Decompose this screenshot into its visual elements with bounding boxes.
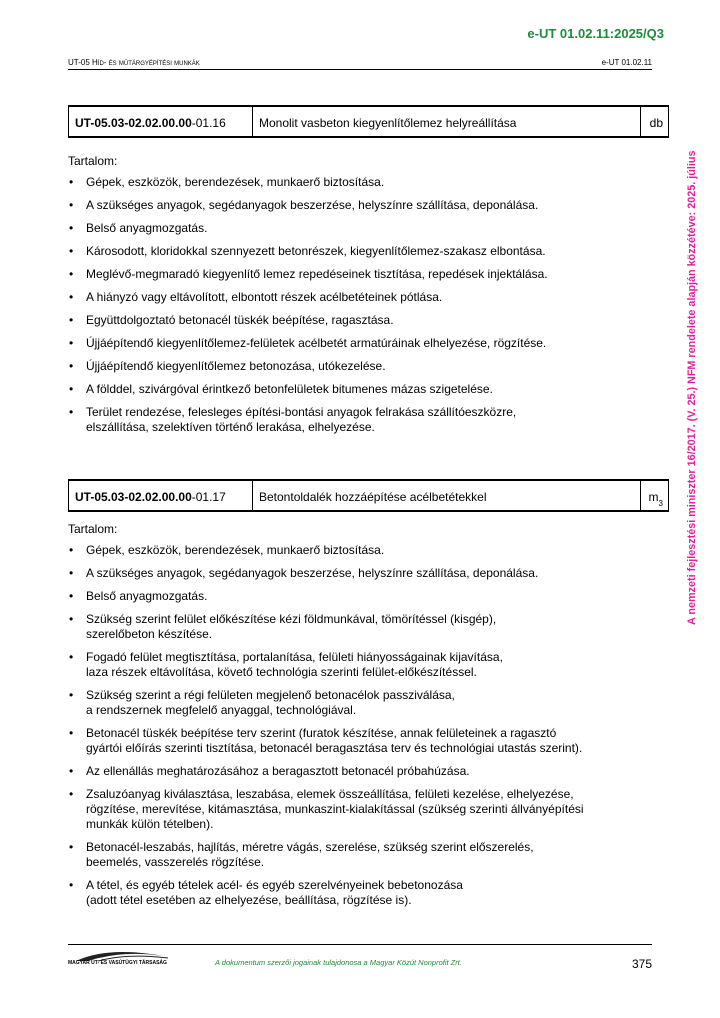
list-item: • Fogadó felület megtisztítása, portalanítása, felületi hiányosságainak kijavítása, laza részek eltávolítása, követő technológia szerinti felület-előkészítéssel. (68, 650, 648, 680)
header-doc-ref: e-UT 01.02.11 (601, 58, 652, 67)
list-item: • Zsaluzóanyag kiválasztása, leszabása, elemek összeállítása, felületi kezelése, elhelyezése, rögzítése, merevítése, kitámasztása, munkaszint-kialakítással (szükség szerinti állványépítési munkák külön tételben). (68, 787, 648, 832)
list-item: • Belső anyagmozgatás. (68, 221, 648, 236)
item-contents (68, 154, 648, 443)
copyright-notice: A dokumentum szerzői jogainak tulajdonosa a Magyar Közút Nonprofit Zrt. (215, 958, 462, 967)
item-header-table (68, 105, 669, 138)
contents-list (68, 543, 648, 908)
list-item: • Terület rendezése, felesleges építési-bontási anyagok felrakása szállítóeszközre, elszállítása, szelektíven történő lerakása, elhelyezése. (68, 405, 648, 435)
list-item: • A szükséges anyagok, segédanyagok beszerzése, helyszínre szállítása, deponálása. (68, 198, 648, 213)
list-item: • Újjáépítendő kiegyenlítőlemez-felületek acélbetét armatúráinak elhelyezése, rögzítése. (68, 336, 648, 351)
item-header-table (68, 479, 669, 512)
header-section-title: UT-05 Híd- és műtárgyépítési munkák (68, 58, 200, 67)
item-contents (68, 522, 648, 916)
list-item: • Betonacél tüskék beépítése terv szerint (furatok készítése, annak felületeinek a ragasztó gyártói előírás szerinti tisztítása, betonacél beragasztása terv és technológiai utastás szerint). (68, 726, 648, 756)
list-item: • Károsodott, kloridokkal szennyezett betonrészek, kiegyenlítőlemez-szakasz elbontása. (68, 244, 648, 259)
document-code: e-UT 01.02.11:2025/Q3 (527, 26, 664, 41)
list-item: • A szükséges anyagok, segédanyagok beszerzése, helyszínre szállítása, deponálása. (68, 566, 648, 581)
list-item: • Meglévő-megmaradó kiegyenlítő lemez repedéseinek tisztítása, repedések injektálása. (68, 267, 648, 282)
item-unit: m 3 (648, 490, 663, 508)
list-item: • A tétel, és egyéb tételek acél- és egyéb szerelvényeinek bebetonozása (adott tétel esetében az elhelyezése, beállítása, rögzítése is). (68, 878, 648, 908)
list-item: • Újjáépítendő kiegyenlítőlemez betonozása, utókezelése. (68, 359, 648, 374)
item-title: Betontoldalék hozzáépítése acélbetétekkel (253, 481, 641, 510)
item-unit: db (649, 116, 663, 130)
logo-text: MAGYAR ÚT- ÉS VASÚTÜGYI TÁRSASÁG (68, 960, 167, 966)
list-item: • Belső anyagmozgatás. (68, 589, 648, 604)
organization-logo (68, 948, 178, 972)
list-item: • A hiányzó vagy eltávolított, elbontott részek acélbetéteinek pótlása. (68, 290, 648, 305)
list-item: • Együttdolgoztató betonacél tüskék beépítése, ragasztása. (68, 313, 648, 328)
footer-divider (68, 944, 652, 945)
list-item: • A földdel, szivárgóval érintkező betonfelületek bitumenes mázas szigetelése. (68, 382, 648, 397)
item-code: UT-05.03-02.02.00.00 -01.16 (69, 107, 253, 136)
contents-label: Tartalom: (68, 522, 118, 536)
list-item: • Gépek, eszközök, berendezések, munkaerő biztosítása. (68, 543, 648, 558)
item-title: Monolit vasbeton kiegyenlítőlemez helyreállítása (253, 107, 641, 136)
list-item: • Az ellenállás meghatározásához a beragasztott betonacél próbahúzása. (68, 764, 648, 779)
list-item: • Gépek, eszközök, berendezések, munkaerő biztosítása. (68, 175, 648, 190)
publication-note: A nemzeti fejlesztési miniszter 16/2017. (V. 25.) NFM rendelete alapján közzétéve: 2025. július (686, 150, 698, 625)
list-item: • Szükség szerint felület előkészítése kézi földmunkával, tömörítéssel (kisgép), szerelőbeton készítése. (68, 612, 648, 642)
page-number: 375 (631, 957, 652, 971)
item-code: UT-05.03-02.02.00.00 -01.17 (69, 481, 253, 510)
contents-label: Tartalom: (68, 154, 118, 168)
running-header (68, 58, 652, 70)
contents-list (68, 175, 648, 435)
list-item: • Betonacél-leszabás, hajlítás, méretre vágás, szerelése, szükség szerint előszerelés, beemelés, vasszerelés rögzítése. (68, 840, 648, 870)
list-item: • Szükség szerint a régi felületen megjelenő betonacélok passziválása, a rendszernek megfelelő anyaggal, technológiával. (68, 688, 648, 718)
